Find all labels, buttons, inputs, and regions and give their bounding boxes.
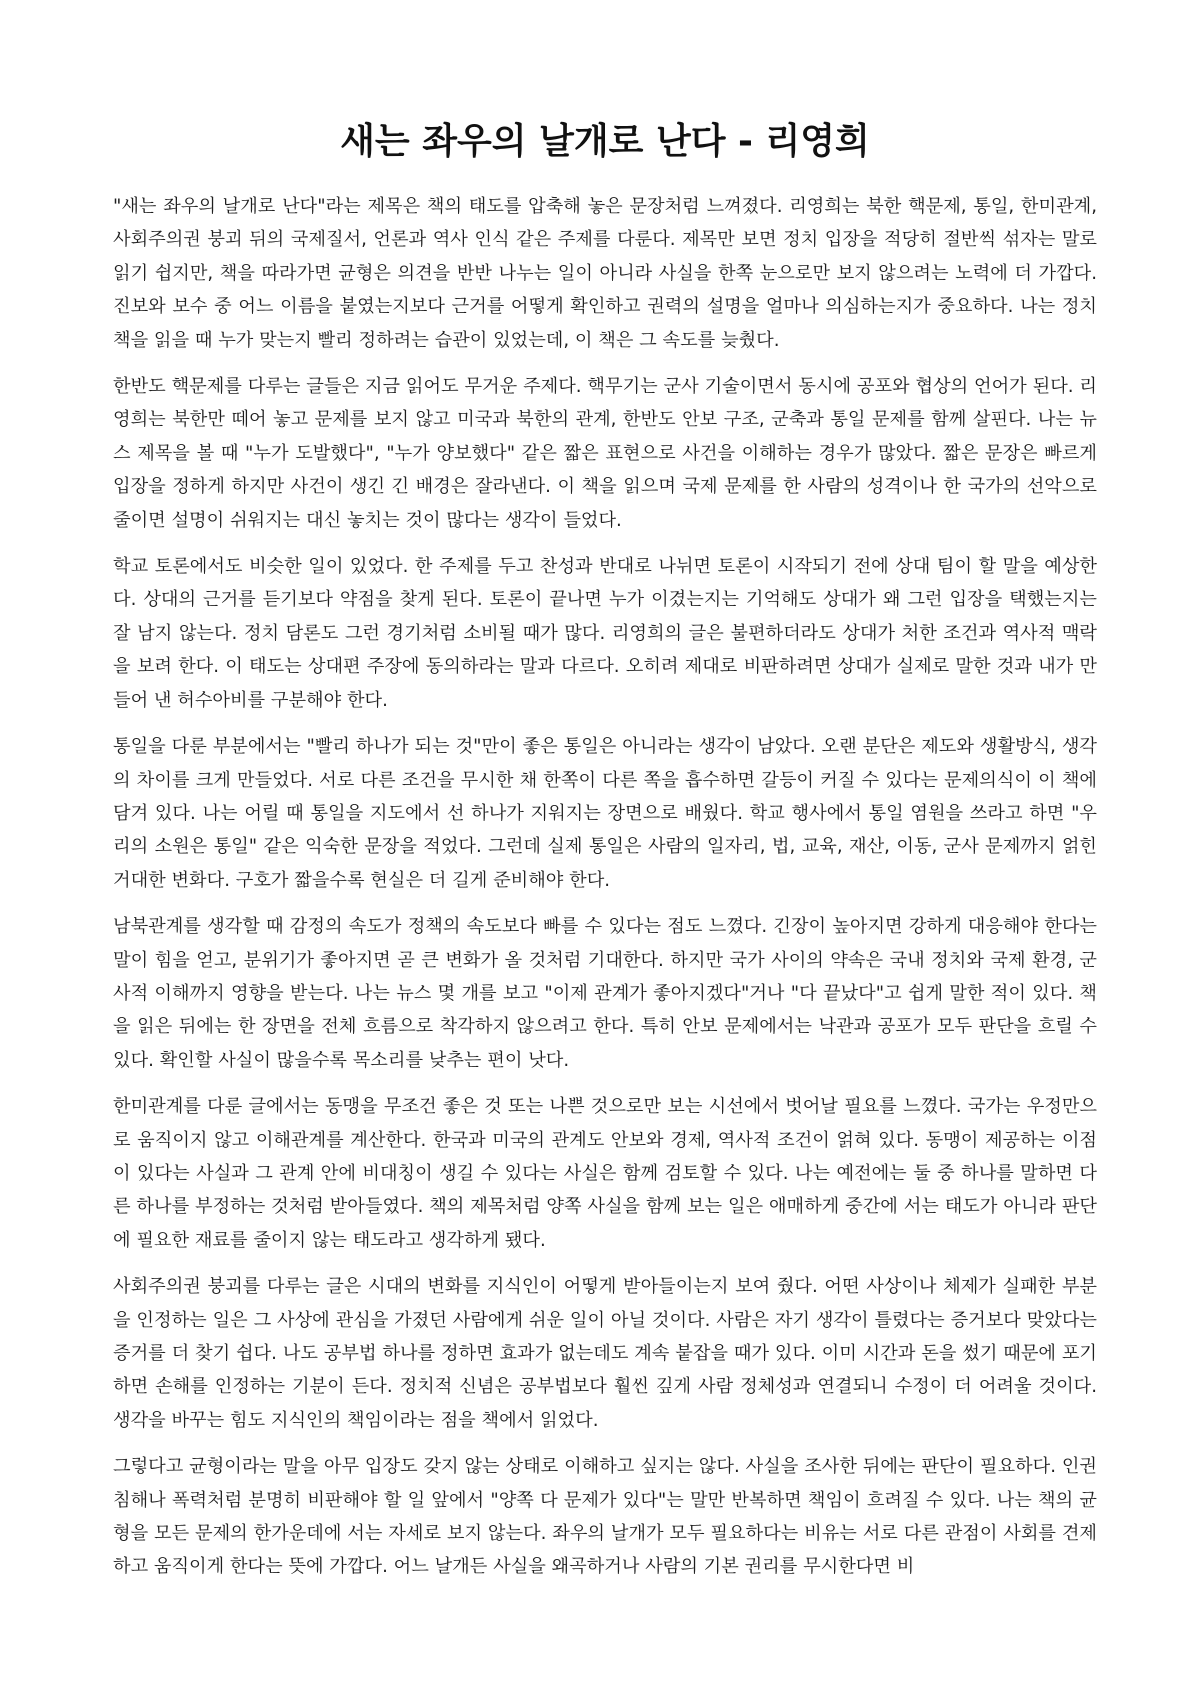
paragraph: 한미관계를 다룬 글에서는 동맹을 무조건 좋은 것 또는 나쁜 것으로만 보는 시선에서 벗어날 필요를 느꼈다. 국가는 우정만으로 움직이지 않고 이해관계를 계산한다. 한국과 미국의 관계도 안보와 경제, 역사적 조건이 얽혀 있다. 동맹이 제공하는 이점이 있다는 사실과 그 관계 안에 비대칭이 생길 수 있다는 사실은 함께 검토할 수 있다. 나는 예전에는 둘 중 하나를 말하면 다른 하나를 부정하는 것처럼 받아들였다. 책의 제목처럼 양쪽 사실을 함께 보는 일은 애매하게 중간에 서는 태도가 아니라 판단에 필요한 재료를 줄이지 않는 태도라고 생각하게 됐다.	[113, 1096, 1097, 1251]
paragraph: 통일을 다룬 부분에서는 "빨리 하나가 되는 것"만이 좋은 통일은 아니라는 생각이 남았다. 오랜 분단은 제도와 생활방식, 생각의 차이를 크게 만들었다. 서로 다른 조건을 무시한 채 한쪽이 다른 쪽을 흡수하면 갈등이 커질 수 있다는 문제의식이 이 책에 담겨 있다. 나는 어릴 때 통일을 지도에서 선 하나가 지워지는 장면으로 배웠다. 학교 행사에서 통일 염원을 쓰라고 하면 "우리의 소원은 통일" 같은 익숙한 문장을 적었다. 그런데 실제 통일은 사람의 일자리, 법, 교육, 재산, 이동, 군사 문제까지 얽힌 거대한 변화다. 구호가 짧을수록 현실은 더 길게 준비해야 한다.	[113, 736, 1097, 891]
paragraph: 사회주의권 붕괴를 다루는 글은 시대의 변화를 지식인이 어떻게 받아들이는지 보여 줬다. 어떤 사상이나 체제가 실패한 부분을 인정하는 일은 그 사상에 관심을 가졌던 사람에게 쉬운 일이 아닐 것이다. 사람은 자기 생각이 틀렸다는 증거보다 맞았다는 증거를 더 찾기 쉽다. 나도 공부법 하나를 정하면 효과가 없는데도 계속 붙잡을 때가 있다. 이미 시간과 돈을 썼기 때문에 포기하면 손해를 인정하는 기분이 든다. 정치적 신념은 공부법보다 훨씬 깊게 사람 정체성과 연결되니 수정이 더 어려울 것이다. 생각을 바꾸는 힘도 지식인의 책임이라는 점을 책에서 읽었다.	[113, 1276, 1097, 1431]
document-body	[113, 190, 1097, 1584]
paragraph: "새는 좌우의 날개로 난다"라는 제목은 책의 태도를 압축해 놓은 문장처럼 느껴졌다. 리영희는 북한 핵문제, 통일, 한미관계, 사회주의권 붕괴 뒤의 국제질서, 언론과 역사 인식 같은 주제를 다룬다. 제목만 보면 정치 입장을 적당히 절반씩 섞자는 말로 읽기 쉽지만, 책을 따라가면 균형은 의견을 반반 나누는 일이 아니라 사실을 한쪽 눈으로만 보지 않으려는 노력에 더 가깝다. 진보와 보수 중 어느 이름을 붙였는지보다 근거를 어떻게 확인하고 권력의 설명을 얼마나 의심하는지가 중요하다. 나는 정치 책을 읽을 때 누가 맞는지 빨리 정하려는 습관이 있었는데, 이 책은 그 속도를 늦췄다.	[113, 196, 1097, 351]
paragraph: 학교 토론에서도 비슷한 일이 있었다. 한 주제를 두고 찬성과 반대로 나뉘면 토론이 시작되기 전에 상대 팀이 할 말을 예상한다. 상대의 근거를 듣기보다 약점을 찾게 된다. 토론이 끝나면 누가 이겼는지는 기억해도 상대가 왜 그런 입장을 택했는지는 잘 남지 않는다. 정치 담론도 그런 경기처럼 소비될 때가 많다. 리영희의 글은 불편하더라도 상대가 처한 조건과 역사적 맥락을 보려 한다. 이 태도는 상대편 주장에 동의하라는 말과 다르다. 오히려 제대로 비판하려면 상대가 실제로 말한 것과 내가 만들어 낸 허수아비를 구분해야 한다.	[113, 556, 1097, 711]
paragraph: 남북관계를 생각할 때 감정의 속도가 정책의 속도보다 빠를 수 있다는 점도 느꼈다. 긴장이 높아지면 강하게 대응해야 한다는 말이 힘을 얻고, 분위기가 좋아지면 곧 큰 변화가 올 것처럼 기대한다. 하지만 국가 사이의 약속은 국내 정치와 국제 환경, 군사적 이해까지 영향을 받는다. 나는 뉴스 몇 개를 보고 "이제 관계가 좋아지겠다"거나 "다 끝났다"고 쉽게 말한 적이 있다. 책을 읽은 뒤에는 한 장면을 전체 흐름으로 착각하지 않으려고 한다. 특히 안보 문제에서는 낙관과 공포가 모두 판단을 흐릴 수 있다. 확인할 사실이 많을수록 목소리를 낮추는 편이 낫다.	[113, 916, 1097, 1071]
paragraph: 그렇다고 균형이라는 말을 아무 입장도 갖지 않는 상태로 이해하고 싶지는 않다. 사실을 조사한 뒤에는 판단이 필요하다. 인권 침해나 폭력처럼 분명히 비판해야 할 일 앞에서 "양쪽 다 문제가 있다"는 말만 반복하면 책임이 흐려질 수 있다. 나는 책의 균형을 모든 문제의 한가운데에 서는 자세로 보지 않는다. 좌우의 날개가 모두 필요하다는 비유는 서로 다른 관점이 사회를 견제하고 움직이게 한다는 뜻에 가깝다. 어느 날개든 사실을 왜곡하거나 사람의 기본 권리를 무시한다면 비	[113, 1456, 1097, 1578]
document-title: 새는 좌우의 날개로 난다 - 리영희	[340, 121, 870, 162]
paragraph: 한반도 핵문제를 다루는 글들은 지금 읽어도 무거운 주제다. 핵무기는 군사 기술이면서 동시에 공포와 협상의 언어가 된다. 리영희는 북한만 떼어 놓고 문제를 보지 않고 미국과 북한의 관계, 한반도 안보 구조, 군축과 통일 문제를 함께 살핀다. 나는 뉴스 제목을 볼 때 "누가 도발했다", "누가 양보했다" 같은 짧은 표현으로 사건을 이해하는 경우가 많았다. 짧은 문장은 빠르게 입장을 정하게 하지만 사건이 생긴 긴 배경은 잘라낸다. 이 책을 읽으며 국제 문제를 한 사람의 성격이나 한 국가의 선악으로 줄이면 설명이 쉬워지는 대신 놓치는 것이 많다는 생각이 들었다.	[113, 376, 1097, 531]
